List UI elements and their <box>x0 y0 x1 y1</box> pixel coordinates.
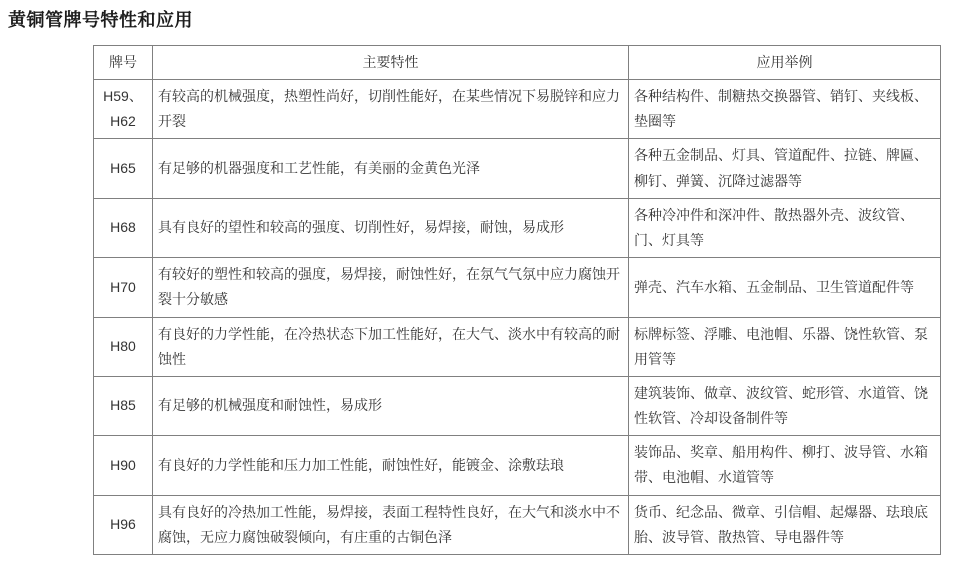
grade-cell: H85 <box>94 376 153 435</box>
brass-grade-table <box>93 45 941 555</box>
applications-cell: 弹壳、汽车水箱、五金制品、卫生管道配件等 <box>629 258 941 317</box>
grade-cell: H96 <box>94 495 153 554</box>
table-row <box>94 139 941 198</box>
table-row <box>94 80 941 139</box>
table-row <box>94 258 941 317</box>
features-cell: 有良好的力学性能和压力加工性能，耐蚀性好，能镀金、涂敷珐琅 <box>153 436 629 495</box>
grade-cell: H90 <box>94 436 153 495</box>
applications-cell: 标牌标签、浮雕、电池帽、乐器、饶性软管、泵用管等 <box>629 317 941 376</box>
applications-cell: 各种冷冲件和深冲件、散热器外壳、波纹管、门、灯具等 <box>629 198 941 257</box>
applications-cell: 装饰品、奖章、船用构件、柳打、波导管、水箱带、电池帽、水道管等 <box>629 436 941 495</box>
column-header-features: 主要特性 <box>153 46 629 80</box>
features-cell: 有足够的机器强度和工艺性能，有美丽的金黄色光泽 <box>153 139 629 198</box>
table-row <box>94 317 941 376</box>
grade-cell: H65 <box>94 139 153 198</box>
table-row <box>94 495 941 554</box>
features-cell: 有较好的塑性和较高的强度，易焊接，耐蚀性好，在氛气气氛中应力腐蚀开裂十分敏感 <box>153 258 629 317</box>
grade-cell: H68 <box>94 198 153 257</box>
table-row <box>94 436 941 495</box>
applications-cell: 各种结构件、制糖热交换器管、销钉、夹线板、垫圈等 <box>629 80 941 139</box>
table-row <box>94 198 941 257</box>
column-header-grade: 牌号 <box>94 46 153 80</box>
features-cell: 具有良好的冷热加工性能，易焊接，表面工程特性良好，在大气和淡水中不腐蚀，无应力腐蚀破裂倾向，有庄重的古铜色泽 <box>153 495 629 554</box>
applications-cell: 建筑装饰、做章、波纹管、蛇形管、水道管、饶性软管、冷却设备制件等 <box>629 376 941 435</box>
grade-cell: H59、H62 <box>94 80 153 139</box>
header-row <box>94 46 941 80</box>
applications-cell: 货币、纪念品、微章、引信帽、起爆器、珐琅底胎、波导管、散热管、导电器件等 <box>629 495 941 554</box>
page-title: 黄铜管牌号特性和应用 <box>8 10 193 30</box>
features-cell: 有足够的机械强度和耐蚀性，易成形 <box>153 376 629 435</box>
grade-cell: H70 <box>94 258 153 317</box>
applications-cell: 各种五金制品、灯具、管道配件、拉链、牌匾、柳钉、弹簧、沉降过滤器等 <box>629 139 941 198</box>
features-cell: 具有良好的望性和较高的强度、切削性好，易焊接，耐蚀，易成形 <box>153 198 629 257</box>
grade-cell: H80 <box>94 317 153 376</box>
table-row <box>94 376 941 435</box>
features-cell: 有良好的力学性能，在冷热状态下加工性能好，在大气、淡水中有较高的耐蚀性 <box>153 317 629 376</box>
features-cell: 有较高的机械强度，热塑性尚好，切削性能好，在某些情况下易脱锌和应力开裂 <box>153 80 629 139</box>
column-header-applications: 应用举例 <box>629 46 941 80</box>
